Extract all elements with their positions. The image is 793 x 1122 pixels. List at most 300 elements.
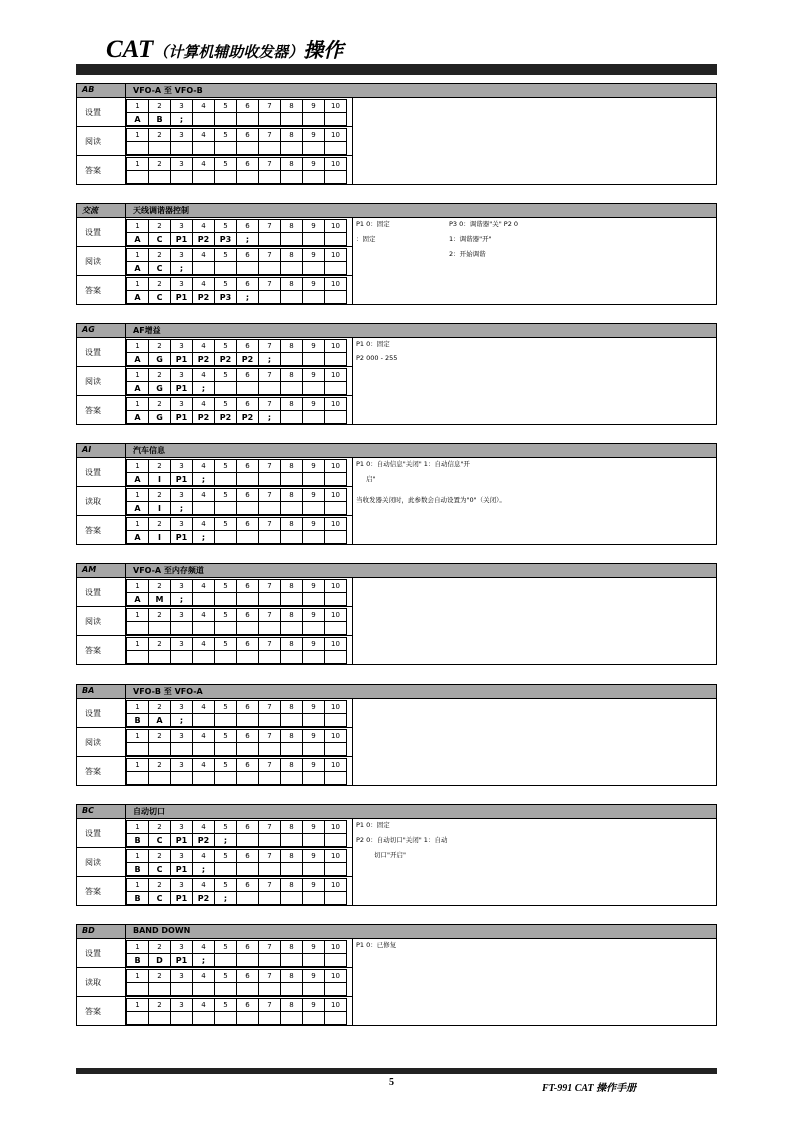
byte-value: C xyxy=(149,233,171,246)
byte-value xyxy=(259,772,281,785)
byte-value xyxy=(281,382,303,395)
byte-value: P1 xyxy=(171,382,193,395)
byte-value xyxy=(303,531,325,544)
byte-grid xyxy=(126,998,347,1025)
byte-value: ; xyxy=(259,353,281,366)
column-number: 3 xyxy=(171,340,193,353)
column-number: 7 xyxy=(259,970,281,983)
byte-value xyxy=(259,171,281,184)
byte-value xyxy=(281,593,303,606)
column-number: 1 xyxy=(127,879,149,892)
column-number: 2 xyxy=(149,821,171,834)
value-row xyxy=(127,834,347,847)
row-label: 答案 xyxy=(85,1007,101,1016)
byte-value xyxy=(237,473,259,486)
byte-value xyxy=(127,622,149,635)
byte-value: ; xyxy=(171,593,193,606)
column-number: 9 xyxy=(303,340,325,353)
column-number: 7 xyxy=(259,999,281,1012)
column-number: 9 xyxy=(303,129,325,142)
column-number: 3 xyxy=(171,701,193,714)
byte-value xyxy=(259,714,281,727)
command-code: BA xyxy=(82,686,95,695)
column-number: 1 xyxy=(127,278,149,291)
column-number: 4 xyxy=(193,821,215,834)
row-label: 读取 xyxy=(85,497,101,506)
column-number: 3 xyxy=(171,609,193,622)
value-row xyxy=(127,743,347,756)
column-number: 2 xyxy=(149,369,171,382)
column-number: 7 xyxy=(259,249,281,262)
note-text: P1 0：已修复 xyxy=(356,941,397,949)
byte-value xyxy=(259,1012,281,1025)
row-label: 答案 xyxy=(85,646,101,655)
row-label: 设置 xyxy=(85,829,101,838)
byte-value: P1 xyxy=(171,473,193,486)
byte-value: ; xyxy=(259,411,281,424)
column-number: 2 xyxy=(149,730,171,743)
column-number: 9 xyxy=(303,970,325,983)
byte-value xyxy=(193,113,215,126)
column-number: 6 xyxy=(237,489,259,502)
column-number: 8 xyxy=(281,100,303,113)
command-code: AM xyxy=(82,565,97,574)
column-number: 2 xyxy=(149,580,171,593)
byte-value xyxy=(215,502,237,515)
column-number-row xyxy=(127,850,347,863)
byte-value xyxy=(303,291,325,304)
column-number: 2 xyxy=(149,638,171,651)
column-number: 10 xyxy=(325,730,347,743)
column-number: 2 xyxy=(149,340,171,353)
column-number: 9 xyxy=(303,730,325,743)
byte-value xyxy=(303,502,325,515)
byte-value: P1 xyxy=(171,834,193,847)
byte-value: ; xyxy=(171,714,193,727)
byte-value xyxy=(237,954,259,967)
byte-value xyxy=(237,863,259,876)
column-number: 5 xyxy=(215,999,237,1012)
byte-value xyxy=(193,593,215,606)
byte-value xyxy=(171,743,193,756)
column-number: 2 xyxy=(149,941,171,954)
value-row xyxy=(127,772,347,785)
column-number: 1 xyxy=(127,580,149,593)
byte-value xyxy=(127,772,149,785)
byte-value: P2 xyxy=(193,892,215,905)
byte-value: P2 xyxy=(215,411,237,424)
byte-value xyxy=(259,834,281,847)
byte-value xyxy=(215,142,237,155)
column-number: 7 xyxy=(259,369,281,382)
byte-value xyxy=(171,142,193,155)
column-number: 3 xyxy=(171,129,193,142)
column-number: 9 xyxy=(303,100,325,113)
byte-value xyxy=(303,651,325,664)
page-number: 5 xyxy=(389,1077,394,1088)
command-title: VFO-B 至 VFO-A xyxy=(133,687,203,696)
command-table xyxy=(76,924,717,1026)
column-number: 1 xyxy=(127,220,149,233)
byte-value: A xyxy=(127,473,149,486)
byte-value: ; xyxy=(237,291,259,304)
column-number: 6 xyxy=(237,100,259,113)
byte-grid xyxy=(126,248,347,275)
byte-value xyxy=(303,262,325,275)
byte-value: P1 xyxy=(171,863,193,876)
byte-grid xyxy=(126,608,347,635)
column-number: 6 xyxy=(237,941,259,954)
byte-value: P2 xyxy=(237,353,259,366)
column-number: 5 xyxy=(215,129,237,142)
byte-value xyxy=(281,233,303,246)
byte-value xyxy=(259,954,281,967)
column-number-row xyxy=(127,398,347,411)
byte-grid xyxy=(126,157,347,184)
byte-value xyxy=(281,262,303,275)
byte-value xyxy=(303,772,325,785)
byte-value xyxy=(325,473,347,486)
column-number-row xyxy=(127,340,347,353)
note-text: ：固定 xyxy=(356,235,376,243)
command-header xyxy=(77,925,716,939)
byte-value xyxy=(193,651,215,664)
column-number: 6 xyxy=(237,999,259,1012)
column-number: 4 xyxy=(193,220,215,233)
byte-value xyxy=(325,382,347,395)
column-number: 2 xyxy=(149,220,171,233)
column-number: 3 xyxy=(171,999,193,1012)
column-number: 10 xyxy=(325,249,347,262)
byte-grid xyxy=(126,339,347,366)
byte-value xyxy=(325,743,347,756)
byte-value xyxy=(171,1012,193,1025)
byte-value xyxy=(281,954,303,967)
column-number: 3 xyxy=(171,850,193,863)
row-divider xyxy=(77,395,352,396)
column-number: 5 xyxy=(215,941,237,954)
byte-value xyxy=(215,1012,237,1025)
column-number: 2 xyxy=(149,100,171,113)
column-number: 6 xyxy=(237,158,259,171)
column-number: 8 xyxy=(281,730,303,743)
byte-value xyxy=(215,714,237,727)
command-header xyxy=(77,444,716,458)
byte-value xyxy=(303,353,325,366)
notes-divider xyxy=(352,457,353,544)
column-number: 2 xyxy=(149,398,171,411)
byte-value: C xyxy=(149,892,171,905)
row-divider xyxy=(77,126,352,127)
column-number: 10 xyxy=(325,398,347,411)
byte-value: ; xyxy=(193,382,215,395)
row-divider xyxy=(77,967,352,968)
byte-value xyxy=(259,983,281,996)
command-code: BD xyxy=(82,926,95,935)
column-number: 1 xyxy=(127,489,149,502)
column-number: 10 xyxy=(325,489,347,502)
column-number: 9 xyxy=(303,518,325,531)
column-number: 7 xyxy=(259,580,281,593)
byte-value xyxy=(259,651,281,664)
byte-value xyxy=(149,651,171,664)
byte-value xyxy=(237,892,259,905)
row-label: 阅读 xyxy=(85,377,101,386)
byte-grid xyxy=(126,700,347,727)
byte-value: ; xyxy=(215,834,237,847)
column-number: 5 xyxy=(215,460,237,473)
byte-value xyxy=(281,531,303,544)
column-number: 10 xyxy=(325,340,347,353)
byte-value xyxy=(193,142,215,155)
column-number: 4 xyxy=(193,638,215,651)
column-number: 10 xyxy=(325,850,347,863)
command-table xyxy=(76,443,717,545)
header-cat: CAT xyxy=(106,36,154,63)
column-number: 5 xyxy=(215,609,237,622)
column-number-row xyxy=(127,759,347,772)
byte-grid xyxy=(126,729,347,756)
column-number: 3 xyxy=(171,460,193,473)
byte-value xyxy=(171,983,193,996)
byte-value xyxy=(325,622,347,635)
byte-value xyxy=(215,622,237,635)
byte-value xyxy=(303,473,325,486)
column-number-row xyxy=(127,730,347,743)
byte-value: C xyxy=(149,262,171,275)
column-number: 10 xyxy=(325,580,347,593)
column-number: 1 xyxy=(127,158,149,171)
column-number-row xyxy=(127,970,347,983)
byte-value xyxy=(303,892,325,905)
byte-value xyxy=(281,892,303,905)
column-number: 6 xyxy=(237,340,259,353)
byte-value xyxy=(325,892,347,905)
column-number: 4 xyxy=(193,398,215,411)
value-row xyxy=(127,954,347,967)
byte-value: A xyxy=(127,502,149,515)
column-number: 8 xyxy=(281,970,303,983)
byte-value xyxy=(237,171,259,184)
byte-value xyxy=(303,113,325,126)
byte-value xyxy=(215,531,237,544)
byte-value xyxy=(325,1012,347,1025)
column-number: 4 xyxy=(193,129,215,142)
byte-value xyxy=(215,382,237,395)
column-number: 7 xyxy=(259,158,281,171)
byte-value xyxy=(149,622,171,635)
column-number: 4 xyxy=(193,999,215,1012)
byte-grid xyxy=(126,940,347,967)
byte-value xyxy=(237,1012,259,1025)
page-header xyxy=(106,34,343,64)
column-number: 5 xyxy=(215,638,237,651)
column-number: 4 xyxy=(193,941,215,954)
byte-value: ; xyxy=(215,892,237,905)
byte-value: ; xyxy=(193,473,215,486)
row-label: 阅读 xyxy=(85,257,101,266)
column-number: 6 xyxy=(237,638,259,651)
row-label: 答案 xyxy=(85,887,101,896)
manual-title: FT-991 CAT 操作手册 xyxy=(542,1083,637,1094)
value-row xyxy=(127,714,347,727)
command-title: BAND DOWN xyxy=(133,926,191,935)
column-number: 10 xyxy=(325,460,347,473)
column-number: 7 xyxy=(259,821,281,834)
value-row xyxy=(127,411,347,424)
command-table xyxy=(76,83,717,185)
value-row xyxy=(127,502,347,515)
byte-value: B xyxy=(127,954,149,967)
value-row xyxy=(127,171,347,184)
note-text: P2 000 - 255 xyxy=(356,354,398,362)
column-number-row xyxy=(127,879,347,892)
column-number: 1 xyxy=(127,129,149,142)
command-header xyxy=(77,564,716,578)
byte-value xyxy=(237,502,259,515)
column-number: 10 xyxy=(325,278,347,291)
column-number-row xyxy=(127,821,347,834)
byte-value: A xyxy=(127,531,149,544)
byte-value xyxy=(193,983,215,996)
column-number: 8 xyxy=(281,220,303,233)
column-number: 10 xyxy=(325,879,347,892)
byte-value xyxy=(325,954,347,967)
column-number: 7 xyxy=(259,879,281,892)
byte-value: P2 xyxy=(193,353,215,366)
byte-grid xyxy=(126,128,347,155)
command-header xyxy=(77,204,716,218)
column-number: 8 xyxy=(281,759,303,772)
byte-value xyxy=(281,983,303,996)
column-number: 6 xyxy=(237,278,259,291)
byte-value xyxy=(237,113,259,126)
value-row xyxy=(127,1012,347,1025)
byte-value: B xyxy=(127,863,149,876)
column-number: 1 xyxy=(127,850,149,863)
column-number-row xyxy=(127,999,347,1012)
column-number: 2 xyxy=(149,999,171,1012)
byte-grid xyxy=(126,277,347,304)
column-number: 3 xyxy=(171,821,193,834)
column-number: 5 xyxy=(215,489,237,502)
row-divider xyxy=(77,635,352,636)
column-number: 9 xyxy=(303,701,325,714)
byte-value: A xyxy=(149,714,171,727)
column-number: 7 xyxy=(259,129,281,142)
column-number: 9 xyxy=(303,249,325,262)
byte-value xyxy=(259,142,281,155)
row-divider xyxy=(77,246,352,247)
column-number: 4 xyxy=(193,249,215,262)
command-table xyxy=(76,804,717,906)
column-number: 4 xyxy=(193,730,215,743)
column-number: 6 xyxy=(237,129,259,142)
byte-value xyxy=(303,142,325,155)
byte-value xyxy=(303,1012,325,1025)
column-number: 1 xyxy=(127,999,149,1012)
byte-value xyxy=(259,502,281,515)
column-number: 9 xyxy=(303,821,325,834)
byte-value xyxy=(303,411,325,424)
byte-value xyxy=(215,954,237,967)
row-divider xyxy=(77,155,352,156)
byte-value xyxy=(325,262,347,275)
column-number: 8 xyxy=(281,821,303,834)
byte-value xyxy=(303,834,325,847)
column-number: 10 xyxy=(325,970,347,983)
header-rule xyxy=(76,64,717,75)
column-number: 3 xyxy=(171,249,193,262)
byte-value xyxy=(281,291,303,304)
byte-value xyxy=(281,142,303,155)
byte-value: M xyxy=(149,593,171,606)
byte-value xyxy=(325,171,347,184)
command-code: AB xyxy=(82,85,95,94)
column-number: 6 xyxy=(237,580,259,593)
column-number-row xyxy=(127,701,347,714)
byte-value: A xyxy=(127,593,149,606)
value-row xyxy=(127,593,347,606)
column-number: 1 xyxy=(127,701,149,714)
row-label: 设置 xyxy=(85,588,101,597)
column-number: 2 xyxy=(149,518,171,531)
value-row xyxy=(127,983,347,996)
byte-grid xyxy=(126,517,347,544)
byte-value xyxy=(149,1012,171,1025)
row-label: 设置 xyxy=(85,709,101,718)
column-number: 9 xyxy=(303,879,325,892)
column-number: 6 xyxy=(237,398,259,411)
column-number: 1 xyxy=(127,340,149,353)
column-number: 2 xyxy=(149,850,171,863)
command-title: 天线调谐器控制 xyxy=(133,206,189,215)
byte-value xyxy=(149,743,171,756)
byte-value xyxy=(193,743,215,756)
byte-value xyxy=(259,593,281,606)
column-number-row xyxy=(127,278,347,291)
byte-value xyxy=(281,411,303,424)
column-number: 7 xyxy=(259,609,281,622)
byte-value: P1 xyxy=(171,411,193,424)
command-header xyxy=(77,685,716,699)
row-label: 设置 xyxy=(85,348,101,357)
column-number: 7 xyxy=(259,460,281,473)
byte-value xyxy=(149,983,171,996)
byte-value xyxy=(281,651,303,664)
row-divider xyxy=(77,876,352,877)
byte-value: ; xyxy=(171,113,193,126)
byte-value xyxy=(325,863,347,876)
column-number: 9 xyxy=(303,460,325,473)
row-divider xyxy=(77,275,352,276)
byte-value xyxy=(237,593,259,606)
column-number: 2 xyxy=(149,249,171,262)
byte-value xyxy=(281,834,303,847)
byte-value xyxy=(325,651,347,664)
byte-value xyxy=(259,382,281,395)
column-number: 1 xyxy=(127,100,149,113)
column-number-row xyxy=(127,638,347,651)
byte-value xyxy=(281,353,303,366)
note-text: 1：调谐器"开" xyxy=(449,235,492,243)
column-number: 6 xyxy=(237,518,259,531)
column-number: 10 xyxy=(325,759,347,772)
byte-value xyxy=(325,142,347,155)
byte-value xyxy=(237,714,259,727)
column-number: 7 xyxy=(259,340,281,353)
column-number: 4 xyxy=(193,158,215,171)
